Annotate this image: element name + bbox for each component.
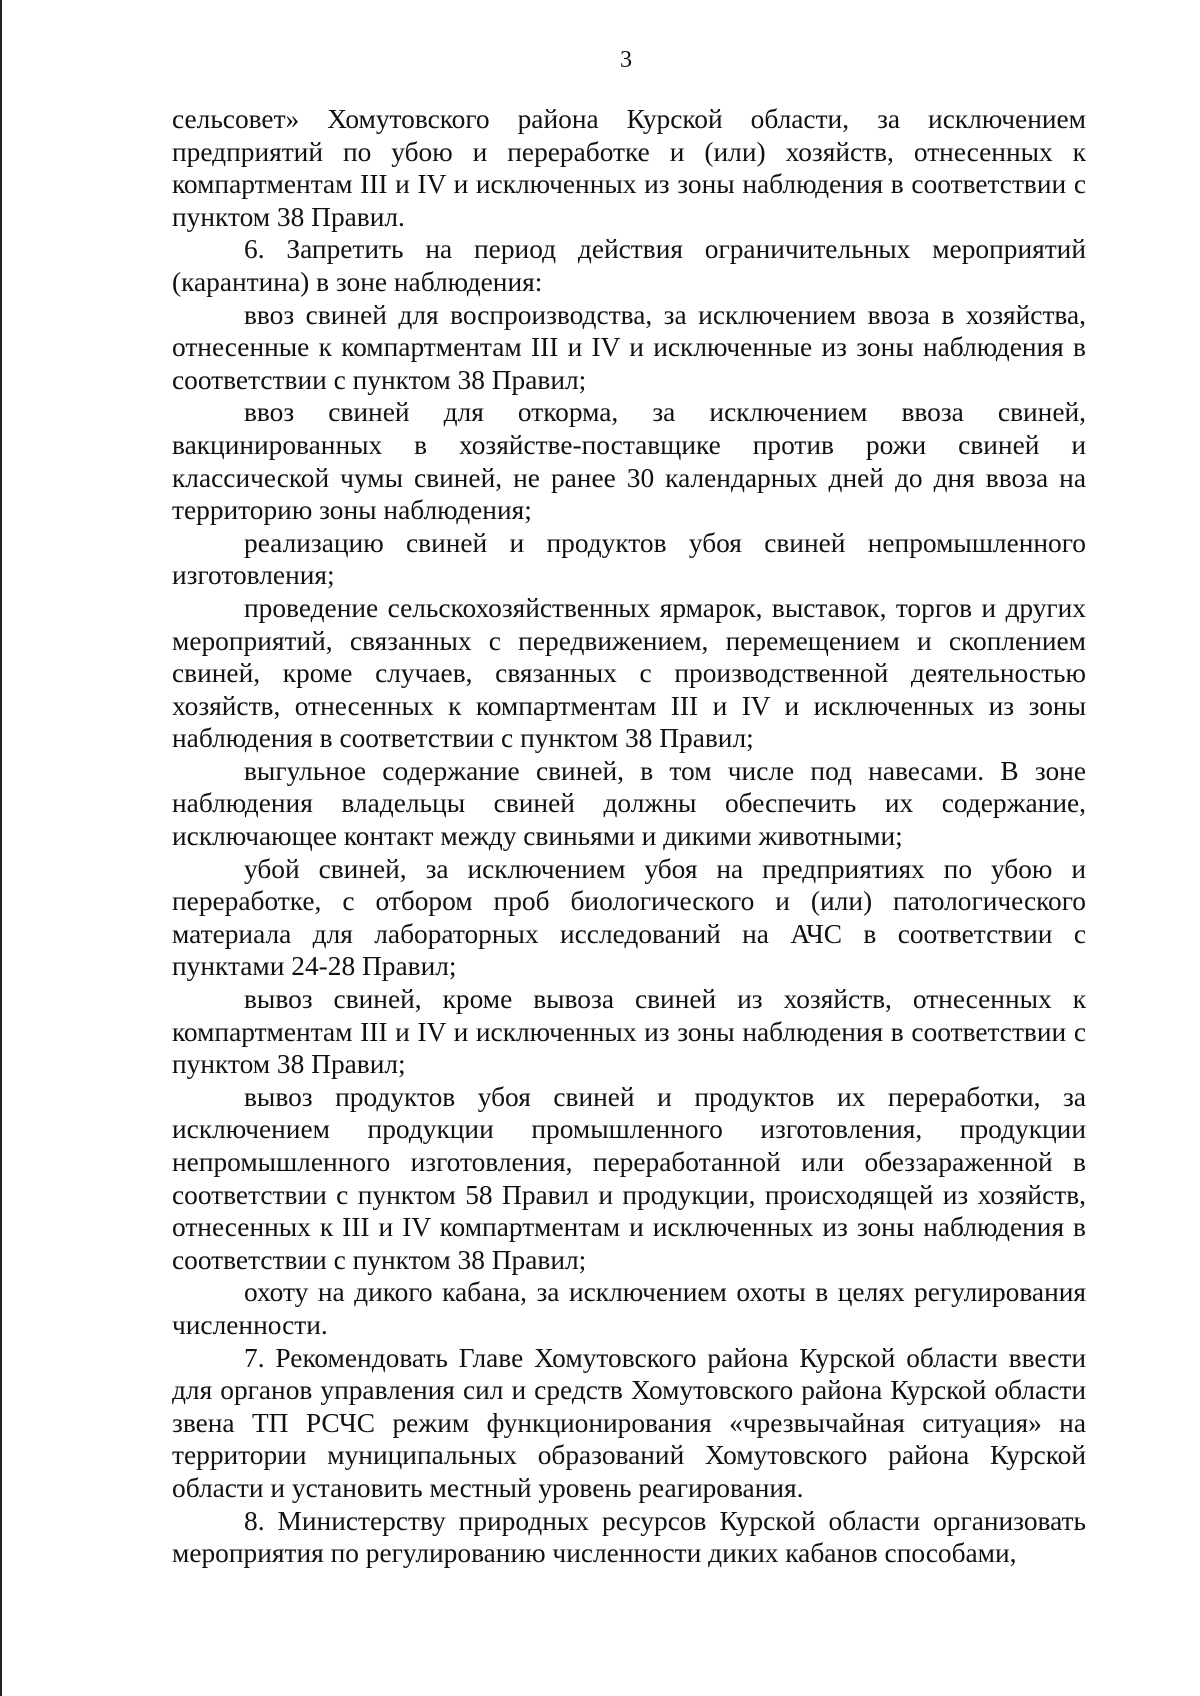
page-number: 3 [620,47,632,73]
paragraph-continuation: сельсовет» Хомутовского района Курской области, за исключением предприятий по убою и переработке и (или) хозяйств, отнесенных к компартментам III и IV и исключенных из зоны наблюдения в соответствии с пунктом 38 Правил. [172,104,1086,232]
paragraph-ban-hunting: охоту на дикого кабана, за исключением охоты в целях регулирования численности. [172,1277,1086,1340]
paragraph-ban-export-pigs: вывоз свиней, кроме вывоза свиней из хозяйств, отнесенных к компартментам III и IV и исключенных из зоны наблюдения в соответствии с пунктом 38 Правил; [172,984,1086,1080]
page-edge [0,0,2,1696]
paragraph-item-6: 6. Запретить на период действия ограничительных мероприятий (карантина) в зоне наблюдения: [172,234,1086,297]
paragraph-ban-sale: реализацию свиней и продуктов убоя свиней непромышленного изготовления; [172,527,1086,591]
paragraph-ban-fattening-import: ввоз свиней для откорма, за исключением ввоза свиней, вакцинированных в хозяйстве-поставщике против рожи свиней и классической чумы свиней, не ранее 30 календарных дней до дня ввоза на территорию зоны наблюдения; [172,397,1086,526]
paragraph-ban-export-products: вывоз продуктов убоя свиней и продуктов их переработки, за исключением продукции промышленного изготовления, продукции непромышленного изготовления, переработанной или обеззараженной в соответствии с пунктом 58 Правил и продукции, происходящей из хозяйств, отнесенных к III и IV компартментам и исключенных из зоны наблюдения в соответствии с пунктом 38 Правил; [172,1081,1086,1275]
paragraph-item-7: 7. Рекомендовать Главе Хомутовского района Курской области ввести для органов управления сил и средств Хомутовского района Курской области звена ТП РСЧС режим функционирования «чрезвычайная ситуация» на территории муниципальных образований Хомутовского района Курской области и установить местный уровень реагирования. [172,1342,1086,1503]
document-body [172,103,1086,1570]
paragraph-ban-slaughter: убой свиней, за исключением убоя на предприятиях по убою и переработке, с отбором проб биологического и (или) патологического материала для лабораторных исследований на АЧС в соответствии с пунктами 24-28 Правил; [172,853,1086,982]
paragraph-ban-free-range: выгульное содержание свиней, в том числе под навесами. В зоне наблюдения владельцы свиней должны обеспечить их содержание, исключающее контакт между свиньями и дикими животными; [172,755,1086,852]
paragraph-ban-fairs: проведение сельскохозяйственных ярмарок, выставок, торгов и других мероприятий, связанных с передвижением, перемещением и скоплением свиней, кроме случаев, связанных с производственной деятельностью хозяйств, отнесенных к компартментам III и IV и исключенных из зоны наблюдения в соответствии с пунктом 38 Правил; [172,592,1086,754]
paragraph-ban-breeding-import: ввоз свиней для воспроизводства, за исключением ввоза в хозяйства, отнесенные к компартментам III и IV и исключенные из зоны наблюдения в соответствии с пунктом 38 Правил; [172,299,1086,395]
paragraph-item-8: 8. Министерству природных ресурсов Курской области организовать мероприятия по регулированию численности диких кабанов способами, [172,1505,1086,1569]
